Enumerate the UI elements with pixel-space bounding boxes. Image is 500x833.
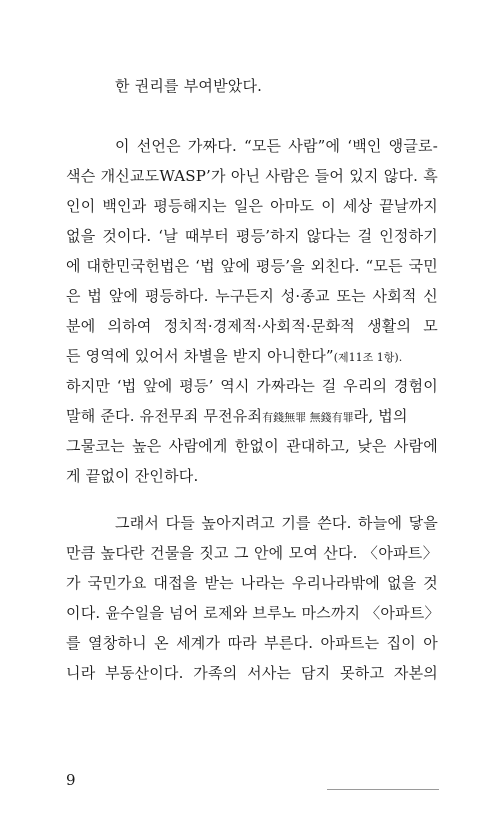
text-line: 하지만 ‘법 앞에 평등’ 역시 가짜라는 걸 우리의 경험이	[66, 377, 438, 395]
text-line: 게 끝없이 잔인하다.	[66, 467, 199, 485]
text-line	[66, 346, 402, 368]
text-line: 니라 부동산이다. 가족의 서사는 담지 못하고 자본의	[66, 664, 438, 682]
hanja-annotation: 有錢無罪 無錢有罪	[262, 411, 354, 424]
text-line	[66, 406, 408, 428]
footer-rule	[327, 789, 439, 790]
text-line: 인이 백인과 평등해지는 일은 아마도 이 세상 끝날까지	[66, 197, 438, 215]
text-segment: 말해 준다. 유전무죄 무전유죄	[66, 407, 263, 425]
text-line: 없을 것이다. ‘날 때부터 평등’하지 않다는 걸 인정하기	[66, 227, 438, 245]
text-line: 그래서 다들 높아지려고 기를 쓴다. 하늘에 닿을	[115, 514, 438, 532]
text-line: 이다. 윤수일을 넘어 로제와 브루노 마스까지 〈아파트〉	[66, 604, 440, 622]
citation: (제11조 1항).	[333, 351, 403, 364]
text-line: 그물코는 높은 사람에게 한없이 관대하고, 낮은 사람에	[66, 437, 438, 455]
text-line: 가 국민가요 대접을 받는 나라는 우리나라밖에 없을 것	[66, 574, 438, 592]
text-line: 에 대한민국헌법은 ‘법 앞에 평등’을 외친다. “모든 국민	[66, 257, 438, 275]
text-line: 한 권리를 부여받았다.	[115, 77, 263, 95]
text-line: 분에 의하여 정치적·경제적·사회적·문화적 생활의 모	[66, 317, 438, 335]
text-line: 이 선언은 가짜다. “모든 사람”에 ‘백인 앵글로-	[115, 137, 438, 155]
text-segment: 라, 법의	[353, 407, 408, 425]
text-line: 색슨 개신교도WASP’가 아닌 사람은 들어 있지 않다. 흑	[66, 167, 438, 185]
text-line: 를 열창하니 온 세계가 따라 부른다. 아파트는 집이 아	[66, 634, 438, 652]
text-line: 은 법 앞에 평등하다. 누구든지 성·종교 또는 사회적 신	[66, 287, 438, 305]
text-segment: 든 영역에 있어서 차별을 받지 아니한다”	[66, 347, 334, 365]
text-line: 만큼 높다란 건물을 짓고 그 안에 모여 산다. 〈아파트〉	[66, 544, 438, 562]
page-number: 9	[66, 771, 76, 789]
